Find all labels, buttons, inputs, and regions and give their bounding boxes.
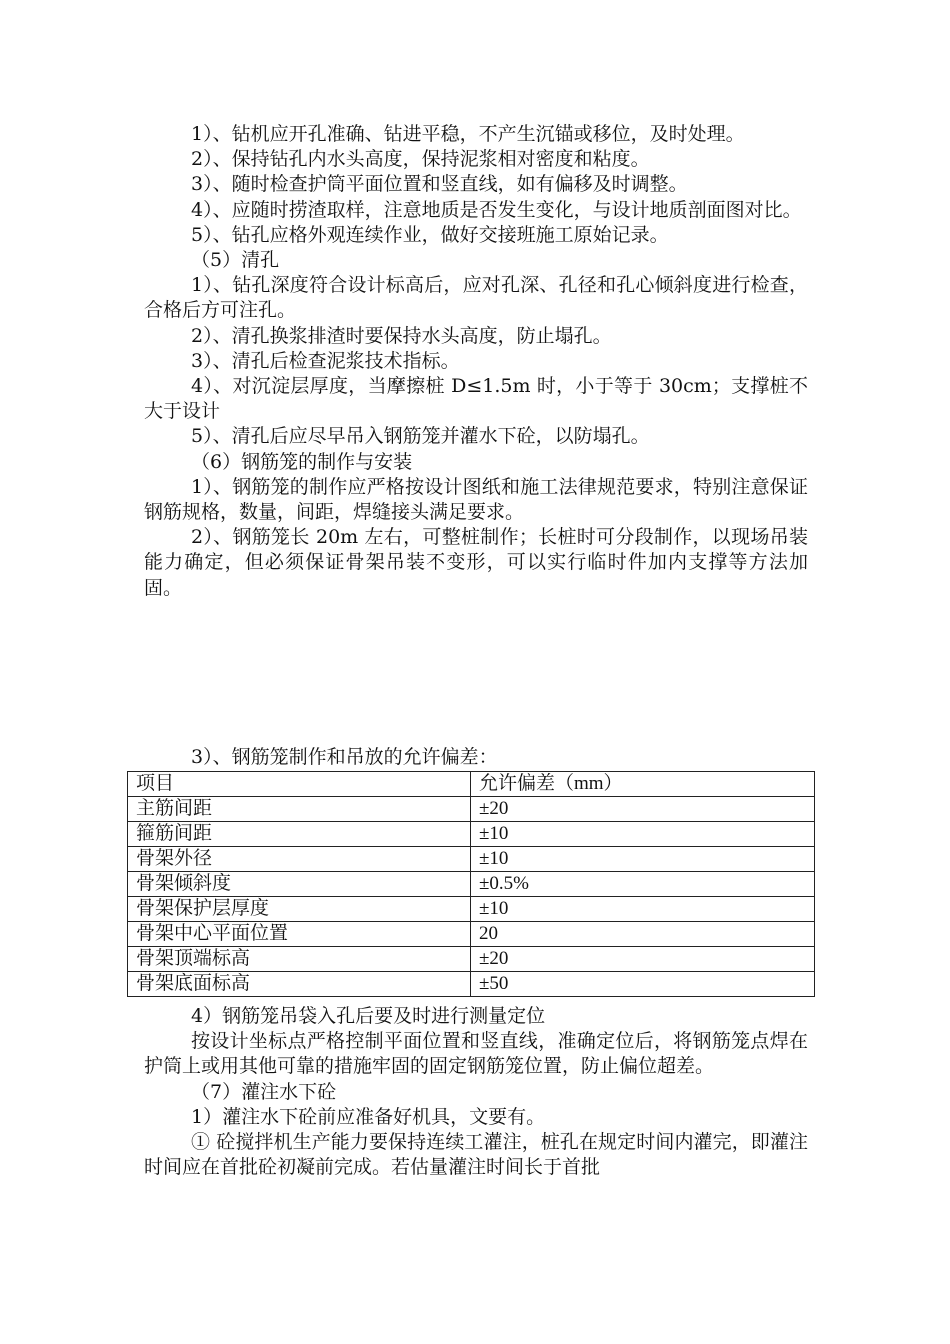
paragraph: 5）、钻孔应格外观连续作业，做好交接班施工原始记录。 xyxy=(191,223,669,246)
table-header-row xyxy=(128,772,815,797)
table-row xyxy=(128,872,815,897)
item-cell: 骨架倾斜度 xyxy=(128,872,471,897)
item-cell: 骨架保护层厚度 xyxy=(128,897,471,922)
section-heading: （5）清孔 xyxy=(191,249,280,272)
body-text-top xyxy=(144,122,808,601)
header-cell-item: 项目 xyxy=(128,772,471,797)
paragraph: 1）、钢筋笼的制作应严格按设计图纸和施工法律规范要求，特别注意保证钢筋规格，数量，间距，焊缝接头满足要求。 xyxy=(144,475,808,524)
table-row xyxy=(128,797,815,822)
table-row xyxy=(128,947,815,972)
paragraph: 按设计坐标点严格控制平面位置和竖直线，准确定位后，将钢筋笼点焊在护筒上或用其他可靠的措施牢固的固定钢筋笼位置，防止偏位超差。 xyxy=(144,1030,808,1078)
paragraph: 4）钢筋笼吊袋入孔后要及时进行测量定位 xyxy=(191,1005,546,1027)
item-cell: 箍筋间距 xyxy=(128,822,471,847)
tolerance-table xyxy=(127,771,815,997)
section-heading: （7）灌注水下砼 xyxy=(191,1080,337,1103)
paragraph: 4）、对沉淀层厚度，当摩擦桩 D≤1.5m 时，小于等于 30cm；支撑桩不大于设计 xyxy=(144,375,808,423)
table-caption-block xyxy=(144,745,808,770)
tolerance-cell: ±50 xyxy=(471,972,815,997)
item-cell: 主筋间距 xyxy=(128,797,471,822)
body-text-bottom xyxy=(144,1004,808,1180)
table-row xyxy=(128,972,815,997)
tolerance-cell: ±10 xyxy=(471,897,815,922)
table-caption: 3）、钢筋笼制作和吊放的允许偏差： xyxy=(191,746,498,768)
item-cell: 骨架中心平面位置 xyxy=(128,922,471,947)
paragraph: 1）灌注水下砼前应准备好机具，文要有。 xyxy=(191,1105,546,1128)
paragraph: 2）、清孔换浆排渣时要保持水头高度，防止塌孔。 xyxy=(191,324,612,347)
paragraph: 3）、清孔后检查泥浆技术指标。 xyxy=(191,349,460,372)
tolerance-cell: ±20 xyxy=(471,797,815,822)
paragraph: 2）、钢筋笼长 20m 左右，可整桩制作；长桩时可分段制作，以现场吊装能力确定，但必须保证骨架吊装不变形，可以实行临时件加内支撑等方法加固。 xyxy=(144,526,808,599)
tolerance-cell: ±10 xyxy=(471,847,815,872)
paragraph: 3）、随时检查护筒平面位置和竖直线，如有偏移及时调整。 xyxy=(191,173,688,196)
table-row xyxy=(128,922,815,947)
item-cell: 骨架底面标高 xyxy=(128,972,471,997)
paragraph: 5）、清孔后应尽早吊入钢筋笼并灌水下砼，以防塌孔。 xyxy=(191,425,650,448)
paragraph: 4）、应随时捞渣取样，注意地质是否发生变化，与设计地质剖面图对比。 xyxy=(191,198,802,221)
paragraph: 1）、钻孔深度符合设计标高后，应对孔深、孔径和孔心倾斜度进行检查，合格后方可注孔。 xyxy=(144,274,808,322)
table-row xyxy=(128,847,815,872)
table-row xyxy=(128,822,815,847)
paragraph: 2）、保持钻孔内水头高度，保持泥浆相对密度和粘度。 xyxy=(191,148,650,171)
item-cell: 骨架外径 xyxy=(128,847,471,872)
table-row xyxy=(128,897,815,922)
tolerance-cell: ±0.5% xyxy=(471,872,815,897)
tolerance-cell: 20 xyxy=(471,922,815,947)
tolerance-cell: ±20 xyxy=(471,947,815,972)
section-heading: （6）钢筋笼的制作与安装 xyxy=(191,450,413,473)
tolerance-cell: ±10 xyxy=(471,822,815,847)
header-cell-tolerance: 允许偏差（mm） xyxy=(471,772,815,797)
paragraph: 1）、钻机应开孔准确、钻进平稳，不产生沉锚或移位，及时处理。 xyxy=(191,123,745,145)
paragraph: ① 砼搅拌机生产能力要保持连续工灌注，桩孔在规定时间内灌完，即灌注时间应在首批砼初凝前完成。若估量灌注时间长于首批 xyxy=(144,1131,808,1179)
item-cell: 骨架顶端标高 xyxy=(128,947,471,972)
